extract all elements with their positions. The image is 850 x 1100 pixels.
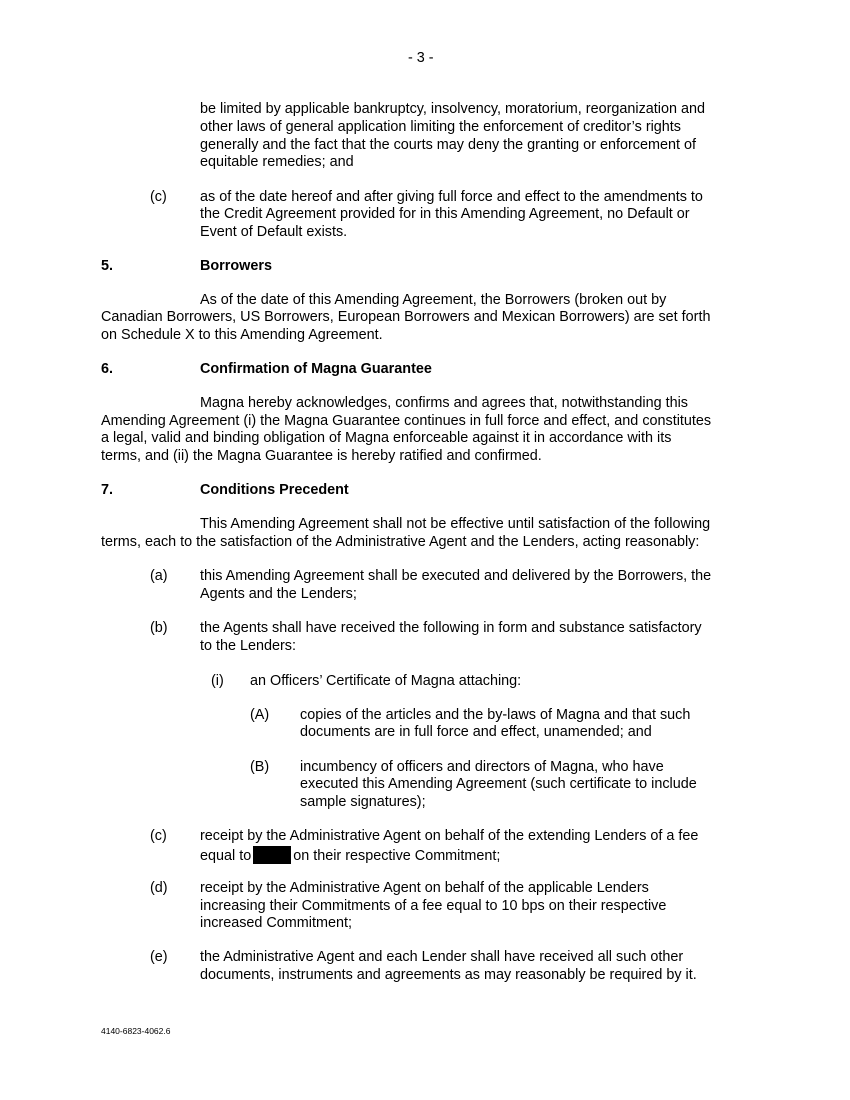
clause-7c-label: (c) xyxy=(150,828,167,844)
clause-7d-line: increasing their Commitments of a fee equal to 10 bps on their respective xyxy=(200,898,667,914)
section-5-line: As of the date of this Amending Agreement, the Borrowers (broken out by xyxy=(200,292,667,308)
section-5-title: Borrowers xyxy=(200,258,272,274)
section-5-number: 5. xyxy=(101,258,114,274)
clause-4b-line: generally and the fact that the courts may deny the granting or enforcement of xyxy=(200,137,696,153)
clause-7b-B-line: incumbency of officers and directors of Magna, who have xyxy=(300,759,664,775)
clause-4b-line: other laws of general application limiting the enforcement of creditor’s rights xyxy=(200,119,682,135)
clause-4c-line: the Credit Agreement provided for in this Amending Agreement, no Default or xyxy=(200,206,690,222)
section-7-line: This Amending Agreement shall not be effective until satisfaction of the following xyxy=(200,516,711,532)
section-7-title: Conditions Precedent xyxy=(200,482,349,498)
clause-7d-line: receipt by the Administrative Agent on behalf of the applicable Lenders xyxy=(200,880,649,896)
section-6-line: Amending Agreement (i) the Magna Guarantee continues in full force and effect, and constitutes xyxy=(101,413,712,429)
clause-7e-line: documents, instruments and agreements as may reasonably be required by it. xyxy=(200,967,697,983)
section-5-line: Canadian Borrowers, US Borrowers, European Borrowers and Mexican Borrowers) are set forth xyxy=(101,309,711,325)
section-6-line: Magna hereby acknowledges, confirms and agrees that, notwithstanding this xyxy=(200,395,688,411)
clause-7a-line: this Amending Agreement shall be executed and delivered by the Borrowers, the xyxy=(200,568,712,584)
clause-4c-line: Event of Default exists. xyxy=(200,224,348,240)
section-6-line: a legal, valid and binding obligation of Magna enforceable against it in accordance with its xyxy=(101,430,672,446)
clause-7e-label: (e) xyxy=(150,949,168,965)
clause-7b-line: to the Lenders: xyxy=(200,638,297,654)
clause-4b-line: be limited by applicable bankruptcy, insolvency, moratorium, reorganization and xyxy=(200,101,705,117)
clause-4c-line: as of the date hereof and after giving full force and effect to the amendments to xyxy=(200,189,703,205)
clause-7b-i-text: an Officers’ Certificate of Magna attaching: xyxy=(250,673,522,689)
clause-7b-label: (b) xyxy=(150,620,168,636)
section-5-line: on Schedule X to this Amending Agreement. xyxy=(101,327,383,343)
clause-7b-A-label: (A) xyxy=(250,707,270,723)
clause-7c-line2 xyxy=(200,846,500,865)
clause-7c-line2-post: on their respective Commitment; xyxy=(293,848,501,864)
clause-7d-line: increased Commitment; xyxy=(200,915,352,931)
section-6-title: Confirmation of Magna Guarantee xyxy=(200,361,432,377)
clause-7b-A-line: copies of the articles and the by-laws of Magna and that such xyxy=(300,707,691,723)
clause-4b-line: equitable remedies; and xyxy=(200,154,354,170)
clause-7b-A-line: documents are in full force and effect, unamended; and xyxy=(300,724,652,740)
section-6-number: 6. xyxy=(101,361,114,377)
clause-4c-label: (c) xyxy=(150,189,167,205)
clause-7b-B-label: (B) xyxy=(250,759,270,775)
document-code: 4140-6823-4062.6 xyxy=(101,1026,171,1036)
clause-7c-line2-pre: equal to xyxy=(200,848,252,864)
redaction-box xyxy=(253,846,291,864)
section-7-line: terms, each to the satisfaction of the Administrative Agent and the Lenders, acting reasonably: xyxy=(101,534,700,550)
clause-7b-B-line: sample signatures); xyxy=(300,794,426,810)
clause-7d-label: (d) xyxy=(150,880,168,896)
clause-7a-label: (a) xyxy=(150,568,168,584)
section-7-number: 7. xyxy=(101,482,114,498)
clause-7a-line: Agents and the Lenders; xyxy=(200,586,357,602)
clause-7b-i-label: (i) xyxy=(211,673,224,689)
clause-7b-B-line: executed this Amending Agreement (such certificate to include xyxy=(300,776,697,792)
section-6-line: terms, and (ii) the Magna Guarantee is hereby ratified and confirmed. xyxy=(101,448,542,464)
clause-7e-line: the Administrative Agent and each Lender shall have received all such other xyxy=(200,949,684,965)
clause-7b-line: the Agents shall have received the following in form and substance satisfactory xyxy=(200,620,702,636)
clause-7c-line: receipt by the Administrative Agent on behalf of the extending Lenders of a fee xyxy=(200,828,699,844)
page-number: - 3 - xyxy=(408,50,434,66)
